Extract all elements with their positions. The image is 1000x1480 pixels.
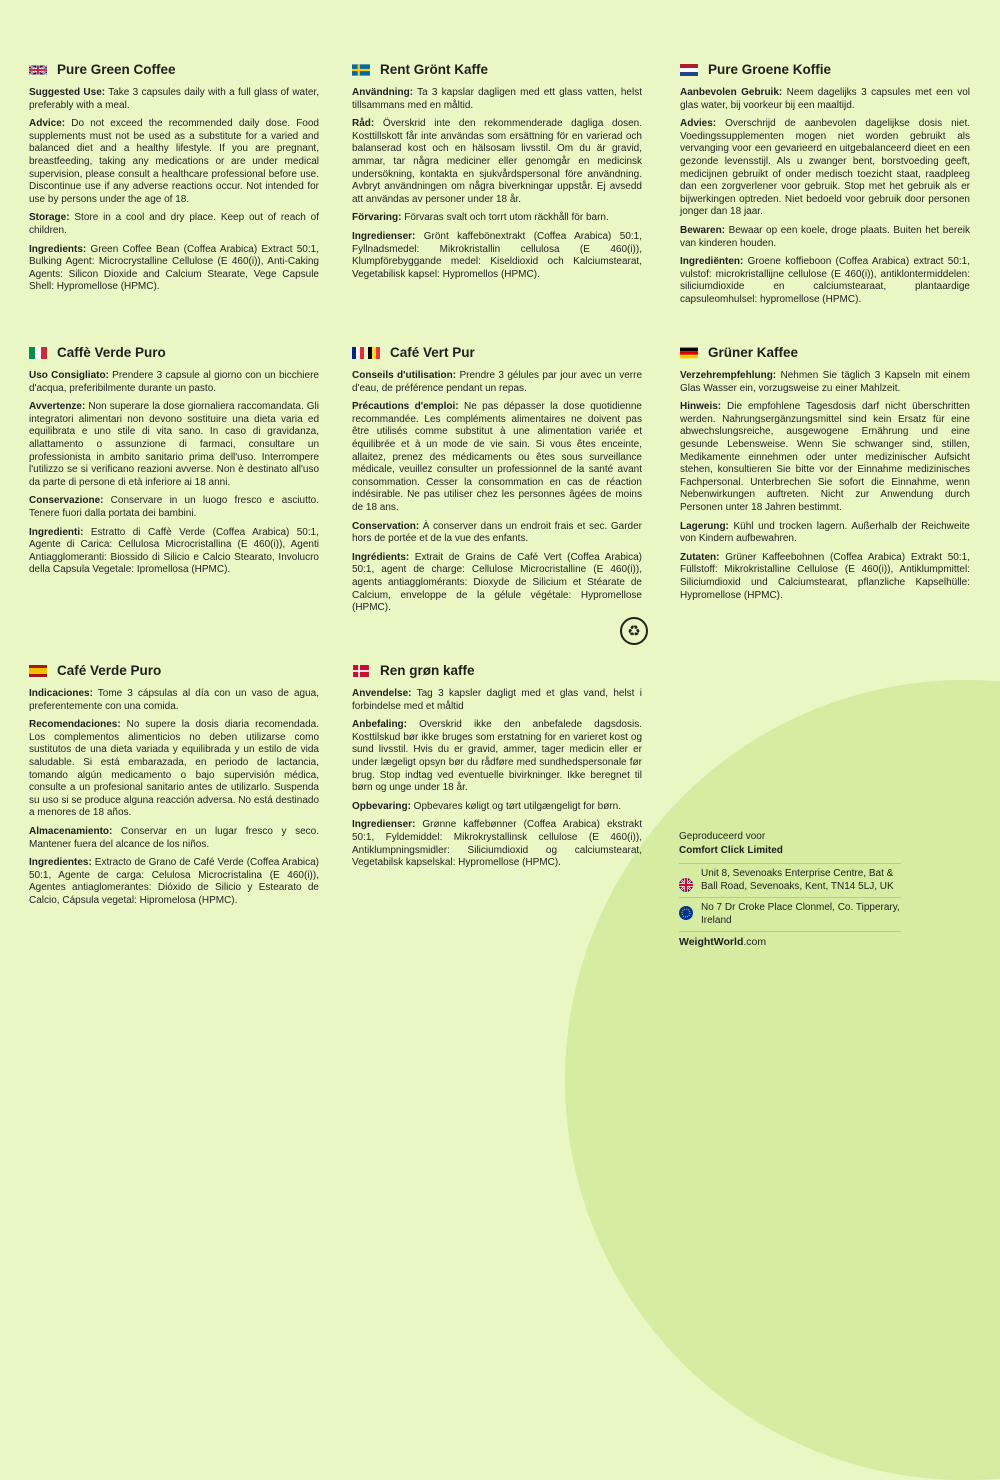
ingredients: Ingredienti: Estratto di Caffè Verde (Coffea Arabica) 50:1, Agente di Carica: Cellulosa Microcristallina (E 460(i)), Agenti Antiagglomeranti: Biossido di Silicio e Calcio Stearato, Involucro della Capsula Vegetale: Ipromellosa (HPMC). bbox=[29, 526, 319, 576]
recommended-use: Uso Consigliato: Prendere 3 capsule al giorno con un bicchiere d'acqua, preferibilmente durante un pasto. bbox=[29, 370, 319, 394]
advice: Advies: Overschrijd de aanbevolen dagelijkse dosis niet. Voedingssupplementen mogen niet worden gebruikt als vervanging voor een gevarieerd en uitgebalanceerd dieet en een gezonde levensstijl. Als u zwanger bent, borstvoeding geeft, medicijnen gebruikt of onder medisch toezicht staat, raadpleeg dan een zorgverlener voor gebruik. Stop met het gebruik als er bijwerkingen optreden. Niet bedoeld voor gebruik door personen jonger dan 18 jaar. bbox=[680, 118, 970, 218]
flag-uk-icon bbox=[679, 878, 693, 892]
title-text: Pure Groene Koffie bbox=[708, 62, 832, 77]
manufacturer-block bbox=[679, 831, 901, 949]
flag-es-icon bbox=[29, 665, 47, 677]
uk-address: Unit 8, Sevenoaks Enterprise Centre, Bat & Ball Road, Sevenoaks, Kent, TN14 5LJ, UK bbox=[701, 868, 894, 892]
section-spanish bbox=[29, 662, 319, 914]
storage: Conservazione: Conservare in un luogo fresco e asciutto. Tenere fuori dalla portata dei bambini. bbox=[29, 495, 319, 519]
title-text: Pure Green Coffee bbox=[57, 62, 176, 77]
flag-uk-icon bbox=[29, 64, 47, 76]
section-title bbox=[352, 61, 642, 79]
warnings: Avvertenze: Non superare la dose giornaliera raccomandata. Gli integratori alimentari non devono sostituire una dieta varia ed equilibrata e uno stile di vita sano. In caso di gravidanza, allattamento o assunzione di farmaci, consultare un professionista in ambito sanitario prima dell'uso. Interrompere l'utilizzo se si verificano reazioni avverse. Non è destinato all'uso da parte di persone di età inferiore ai 18 anni. bbox=[29, 401, 319, 488]
storage: Storage: Store in a cool and dry place. Keep out of reach of children. bbox=[29, 212, 319, 236]
usage-advice: Conseils d'utilisation: Prendre 3 gélules par jour avec un verre d'eau, de préférence pendant un repas. bbox=[352, 370, 642, 394]
section-title bbox=[352, 662, 642, 680]
ingredients: Ingredientes: Extracto de Grano de Café Verde (Coffea Arabica) 50:1, Agente de carga: Celulosa Microcristalina (E 460(i)), Agentes antiaglomerantes: Dióxido de Silicio y Estearato de Calcio, Cápsula vegetal: Hipromelosa (HPMC). bbox=[29, 857, 319, 906]
section-title bbox=[680, 61, 970, 79]
usage: Användning: Ta 3 kapslar dagligen med ett glass vatten, helst tillsammans med en måltid. bbox=[352, 87, 642, 111]
ie-address: No 7 Dr Croke Place Clonmel, Co. Tipperary, Ireland bbox=[701, 902, 900, 926]
storage: Opbevaring: Opbevares køligt og tørt utilgængeligt for børn. bbox=[352, 800, 621, 812]
indications: Indicaciones: Tome 3 cápsulas al día con un vaso de agua, preferentemente con una comida. bbox=[29, 688, 319, 712]
notice: Hinweis: Die empfohlene Tagesdosis darf nicht überschritten werden. Nahrungsergänzungsmittel sind kein Ersatz für eine abwechslungsreiche, ausgewogene Ernährung und eine gesunde Lebensweise. Wenn Sie schwanger sind, stillen, Medikamente einnehmen oder unter medizinischer Aufsicht stehen, konsultieren Sie bitte vor der Einnahme medizinisches Fachpersonal. Unterbrechen Sie sofort die Einnahme, wenn Nebenwirkungen auftreten. Nicht zur Anwendung durch Personen unter 18 Jahren bestimmt. bbox=[680, 401, 970, 513]
advice: Råd: Överskrid inte den rekommenderade dagliga dosen. Kosttillskott får inte användas som ersättning för en varierad och balanserad kost och en hälsosam livsstil. Om du är gravid, ammar, tar några mediciner eller genomgår en medicinsk undersökning, kontakta en sjukvårdspersonal före användning. Avbryt användningen om några biverkningar uppstår. Ej avsedd att användas av personer under 18 år. bbox=[352, 118, 642, 205]
flag-se-icon bbox=[352, 64, 370, 76]
flag-nl-icon bbox=[680, 64, 698, 76]
section-danish bbox=[352, 662, 642, 876]
section-title bbox=[29, 662, 319, 680]
title-text: Grüner Kaffee bbox=[708, 345, 799, 360]
title-text: Caffè Verde Puro bbox=[57, 345, 166, 360]
brand-website: WeightWorld.com bbox=[679, 931, 901, 949]
ie-address-row bbox=[679, 897, 901, 931]
title-text: Rent Grönt Kaffe bbox=[380, 62, 488, 77]
recycle-icon: ♻ bbox=[620, 617, 648, 645]
recommendations: Recomendaciones: No supere la dosis diaria recomendada. Los complementos alimenticios no deben utilizarse como sustitutos de una dieta variada y equilibrada y un estilo de vida saludable. Si está embarazada, en periodo de lactancia, tomando algún medicamento o bajo supervisión médica, consulte a un profesional sanitario antes de utilizarlo. Suspenda su uso si se produce alguna reacción adversa. No está destinado a menores de 18 años. bbox=[29, 719, 319, 819]
advice: Advice: Do not exceed the recommended daily dose. Food supplements must not be used as a substitute for a varied and balanced diet and a healthy lifestyle. If you are pregnant, breastfeeding, taking any medications or are under medical supervision, please consult a healthcare professional before use. Discontinue use if any adverse reactions occur. Not intended for use by persons under the age of 18. bbox=[29, 118, 319, 205]
storage: Förvaring: Förvaras svalt och torrt utom räckhåll för barn. bbox=[352, 212, 609, 224]
storage: Lagerung: Kühl und trocken lagern. Außerhalb der Reichweite von Kindern aufbewahren. bbox=[680, 520, 970, 545]
ingredients: Ingredienser: Grønne kaffebønner (Coffea Arabica) ekstrakt 50:1, Fyldemiddel: Mikrokrystallinsk cellulose (E 460(i)), Antiklumpningsmidler: Siliciumdioxid og calciumstearat, Vegetabilsk kapselskal: Hypromellose (HPMC). bbox=[352, 819, 642, 869]
ingredients: Ingredienser: Grönt kaffebönextrakt (Coffea Arabica) 50:1, Fyllnadsmedel: Mikrokristallin cellulosa (E 460(i)), Klumpförebyggande medel: Kiseldioxid och Kalciumstearat, Vegetabilisk kapsel: Hypromellos (HPMC). bbox=[352, 230, 642, 280]
uk-address-row bbox=[679, 863, 901, 897]
suggested-use: Suggested Use: Take 3 capsules daily with a full glass of water, preferably with a meal. bbox=[29, 87, 319, 111]
company-name: Comfort Click Limited bbox=[679, 844, 783, 856]
title-text: Café Verde Puro bbox=[57, 663, 162, 678]
recommended-intake: Verzehrempfehlung: Nehmen Sie täglich 3 Kapseln mit einem Glas Wasser ein, vorzugsweise zu einer Mahlzeit. bbox=[680, 370, 970, 394]
flag-eu-icon bbox=[679, 906, 693, 920]
storage: Conservation: À conserver dans un endroit frais et sec. Garder hors de portée et de la vue des enfants. bbox=[352, 520, 642, 545]
produced-for-label: Geproduceerd voor bbox=[679, 831, 766, 842]
section-dutch bbox=[680, 61, 970, 313]
ingredients: Zutaten: Grüner Kaffeebohnen (Coffea Arabica) Extrakt 50:1, Füllstoff: Mikrokristalline Cellulose (E 460(i)), Antiklumpmittel: Siliciumdioxid und Calciumstearat, pflanzliche Kapselhülle: Hypromellose (HPMC). bbox=[680, 551, 970, 601]
section-title bbox=[29, 61, 319, 79]
recommendation: Anbefaling: Overskrid ikke den anbefalede dagsdosis. Kosttilskud bør ikke bruges som erstatning for en varieret kost og sund livsstil. Hvis du er gravid, ammer, tager medicin eller er under lægeligt opsyn bør du rådføre med sundhedspersonale før brug. Stop indtag ved eventuelle bivirkninger. Ikke beregnet til børn og unge under 18 år. bbox=[352, 719, 642, 794]
section-title bbox=[680, 344, 970, 362]
section-italian bbox=[29, 344, 319, 583]
ingredients: Ingrédients: Extrait de Grains de Café Vert (Coffea Arabica) 50:1, agent de charge: Cellulose Microcristalline (E 460(i)), agents antiagglomérants: Dioxyde de Silicium et Stéarate de Calcium, enveloppe de la gélule végétale: Hypromellose (HPMC). bbox=[352, 551, 642, 614]
ingredients: Ingredients: Green Coffee Bean (Coffea Arabica) Extract 50:1, Bulking Agent: Microcrystalline Cellulose (E 460(i)), Anti-Caking Agents: Silicon Dioxide and Calcium Stearate, Vege Capsule Shell: Hypromellose (HPMC). bbox=[29, 243, 319, 293]
section-title bbox=[352, 344, 642, 362]
section-german bbox=[680, 344, 970, 608]
flag-dk-icon bbox=[352, 665, 370, 677]
storage: Almacenamiento: Conservar en un lugar fresco y seco. Mantener fuera del alcance de los niños. bbox=[29, 825, 319, 850]
flag-be-icon bbox=[368, 347, 380, 359]
usage: Anvendelse: Tag 3 kapsler dagligt med et glas vand, helst i forbindelse med et måltid bbox=[352, 688, 642, 712]
recommended-use: Aanbevolen Gebruik: Neem dagelijks 3 capsules met een vol glas water, bij voorkeur bij een maaltijd. bbox=[680, 87, 971, 111]
ingredients: Ingrediënten: Groene koffieboon (Coffea Arabica) extract 50:1, vulstof: microkristallijne cellulose (E 460(i)), antiklontermiddelen: siliciumdioxide en calciumstearaat, plantaardige capsuleomhulsel: hypromellose (HPMC). bbox=[680, 256, 970, 305]
title-text: Ren grøn kaffe bbox=[380, 663, 475, 678]
flag-it-icon bbox=[29, 347, 47, 359]
section-english bbox=[29, 61, 319, 300]
flag-fr-icon bbox=[352, 347, 364, 359]
precautions: Précautions d'emploi: Ne pas dépasser la dose quotidienne recommandée. Les compléments alimentaires ne doivent pas être utilisés comme substitut à une alimentation variée et équilibrée et à un mode de vie sain. Si vous êtes enceinte, allaitez, prenez des médicaments ou êtes sous surveillance médicale, veuillez consulter un professionnel de la santé avant consommation. Cesser la consommation en cas de réaction indésirable. Ne pas utiliser chez les personnes âgées de moins de 18 ans. bbox=[352, 401, 642, 513]
section-swedish bbox=[352, 61, 642, 287]
storage: Bewaren: Bewaar op een koele, droge plaats. Buiten het bereik van kinderen houden. bbox=[680, 224, 970, 249]
flag-de-icon bbox=[680, 347, 698, 359]
section-french bbox=[352, 344, 642, 621]
section-title bbox=[29, 344, 319, 362]
title-text: Café Vert Pur bbox=[390, 345, 475, 360]
